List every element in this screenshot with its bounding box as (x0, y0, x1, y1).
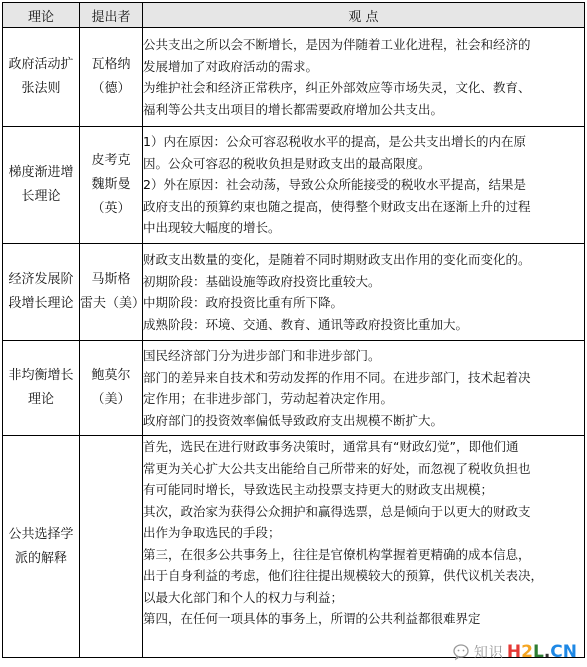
view-cell: 1）内在原因：公众可容忍税收水平的提高，是公共支出增长的内在原 因。公众可容忍的税收负担是财政支出的最高限度。 2）外在原因：社会动荡，导致公众所能接受的税收水平提高，结果是 政府支出的预算约束也随之提高，使得整个财政支出在逐渐上升的过程 中出现较大幅度的增长。 (143, 127, 585, 244)
theory-table (2, 2, 585, 658)
table-row (3, 127, 585, 244)
header-theory: 理论 (3, 3, 80, 28)
author-cell: 瓦格纳 （德） (80, 28, 143, 127)
theory-cell: 公共选择学 派的解释 (3, 436, 80, 658)
author-cell: 皮考克 魏斯曼 （英） (80, 127, 143, 244)
view-cell: 国民经济部门分为进步部门和非进步部门。 部门的差异来自技术和劳动发挥的作用不同。在进步部门，技术起着决 定作用；在非进步部门，劳动起着决定作用。 政府部门的投资效率偏低导致政府支出规模不断扩大。 (143, 341, 585, 436)
watermark (453, 640, 577, 664)
author-cell: 马斯格 雷夫（美） (80, 244, 143, 341)
wechat-bubble-icon (453, 643, 471, 661)
table-row (3, 244, 585, 341)
author-cell: 鲍莫尔 （美） (80, 341, 143, 436)
header-author: 提出者 (80, 3, 143, 28)
view-cell: 公共支出之所以会不断增长，是因为伴随着工业化进程，社会和经济的 发展增加了对政府活动的需求。 为维护社会和经济正常秩序，纠正外部效应等市场失灵，文化、教育、 福利等公共支出项目的增长都需要政府增加公共支出。 (143, 28, 585, 127)
view-cell: 财政支出数量的变化，是随着不同时期财政支出作用的变化而变化的。 初期阶段：基础设施等政府投资比重较大。 中期阶段：政府投资比重有所下降。 成熟阶段：环境、交通、教育、通讯等政府投资比重加大。 (143, 244, 585, 341)
table-row (3, 341, 585, 436)
theory-cell: 非均衡增长 理论 (3, 341, 80, 436)
watermark-text: 知识 (473, 645, 504, 661)
h2l-logo: H2L.CN (506, 642, 577, 662)
table-row (3, 28, 585, 127)
table-row (3, 436, 585, 658)
header-view: 观 点 (143, 3, 585, 28)
table-header-row (3, 3, 585, 28)
author-cell (80, 436, 143, 658)
theory-cell: 经济发展阶 段增长理论 (3, 244, 80, 341)
theory-cell: 梯度渐进增 长理论 (3, 127, 80, 244)
theory-cell: 政府活动扩 张法则 (3, 28, 80, 127)
view-cell: 首先，选民在进行财政事务决策时，通常具有“财政幻觉”，即他们通 常更为关心扩大公共支出能给自己所带来的好处，而忽视了税收负担也 有可能同时增长，导致选民主动投票支持更大的财政支出规模； 其次，政治家为获得公众拥护和赢得选票，总是倾向于以更大的财政支 出作为争取选民的手段； 第三，在很多公共事务上，往往是官僚机构掌握着更精确的成本信息， 出于自身利益的考虑，他们往往提出规模较大的预算，供代议机关表决， 以最大化部门和个人的权力与利益； 第四，在任何一项具体的事务上，所谓的公共利益都很难界定 (143, 436, 585, 658)
